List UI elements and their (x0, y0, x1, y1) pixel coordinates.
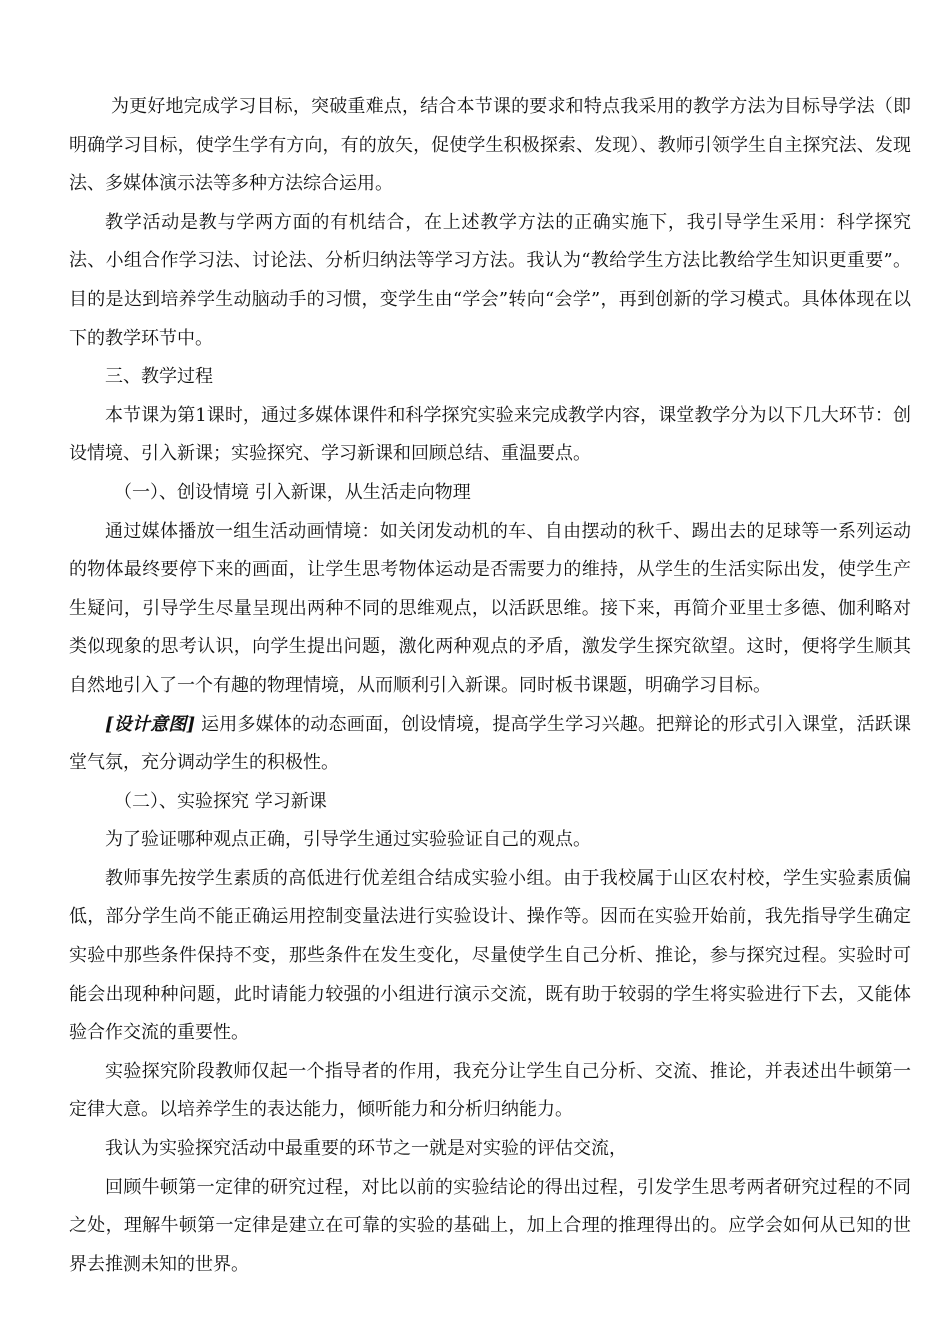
subheading-experiment-inquiry: （二）、实验探究 学习新课 (114, 790, 327, 812)
paragraph-evaluation-exchange: 我认为实验探究活动中最重要的环节之一就是对实验的评估交流， (105, 1138, 627, 1160)
paragraph-learning-methods: 教学活动是教与学两方面的有机结合，在上述教学方法的正确实施下，我引导学生采用：科学探究法、小组合作学习法、讨论法、分析归纳法等学习方法。我认为“教给学生方法比教给学生知识更重要”。目的是达到培养学生动脑动手的习惯，变学生由“学会”转向“会学”，再到创新的学习模式。具体体现在以下的教学环节中。 (69, 211, 911, 349)
document-body (69, 88, 911, 1284)
design-intent-label: [设计意图] (105, 713, 196, 735)
paragraph-verify-viewpoint: 为了验证哪种观点正确，引导学生通过实验验证自己的观点。 (105, 829, 591, 851)
paragraph-newton-review: 回顾牛顿第一定律的研究过程，对比以前的实验结论的得出过程，引发学生思考两者研究过程的不同之处，理解牛顿第一定律是建立在可靠的实验的基础上，加上合理的推理得出的。应学会如何从已知的世界去推测未知的世界。 (69, 1176, 911, 1275)
paragraph-teaching-methods: 为更好地完成学习目标，突破重难点，结合本节课的要求和特点我采用的教学方法为目标导学法（即明确学习目标，使学生学有方向，有的放矢，促使学生积极探索、发现）、教师引领学生自主探究法、发现法、多媒体演示法等多种方法综合运用。 (69, 96, 911, 195)
paragraph-experiment-groups: 教师事先按学生素质的高低进行优差组合结成实验小组。由于我校属于山区农村校，学生实验素质偏低，部分学生尚不能正确运用控制变量法进行实验设计、操作等。因而在实验开始前，我先指导学生确定实验中那些条件保持不变，那些条件在发生变化，尽量使学生自己分析、推论，参与探究过程。实验时可能会出现种种问题，此时请能力较强的小组进行演示交流，既有助于较弱的学生将实验进行下去，又能体验合作交流的重要性。 (69, 867, 911, 1044)
paragraph-design-intent (69, 706, 911, 783)
design-intent-text: 运用多媒体的动态画面，创设情境，提高学生学习兴趣。把辩论的形式引入课堂，活跃课堂气氛，充分调动学生的积极性。 (69, 713, 911, 774)
paragraph-lesson-overview: 本节课为第1课时，通过多媒体课件和科学探究实验来完成教学内容，课堂教学分为以下几大环节：创设情境、引入新课；实验探究、学习新课和回顾总结、重温要点。 (69, 404, 911, 465)
subheading-create-situation: （一）、创设情境 引入新课，从生活走向物理 (114, 481, 471, 503)
paragraph-animation-situation: 通过媒体播放一组生活动画情境：如关闭发动机的车、自由摆动的秋千、踢出去的足球等一系列运动的物体最终要停下来的画面，让学生思考物体运动是否需要力的维持，从学生的生活实际出发，使学生产生疑问，引导学生尽量呈现出两种不同的思维观点，以活跃思维。接下来，再简介亚里士多德、伽利略对类似现象的思考认识，向学生提出问题，激化两种观点的矛盾，激发学生探究欲望。这时，便将学生顺其自然地引入了一个有趣的物理情境，从而顺利引入新课。同时板书课题，明确学习目标。 (69, 520, 911, 696)
section-heading-teaching-process: 三、教学过程 (105, 366, 213, 388)
paragraph-teacher-guide-role: 实验探究阶段教师仅起一个指导者的作用，我充分让学生自己分析、交流、推论，并表述出牛顿第一定律大意。以培养学生的表达能力，倾听能力和分析归纳能力。 (69, 1060, 911, 1121)
